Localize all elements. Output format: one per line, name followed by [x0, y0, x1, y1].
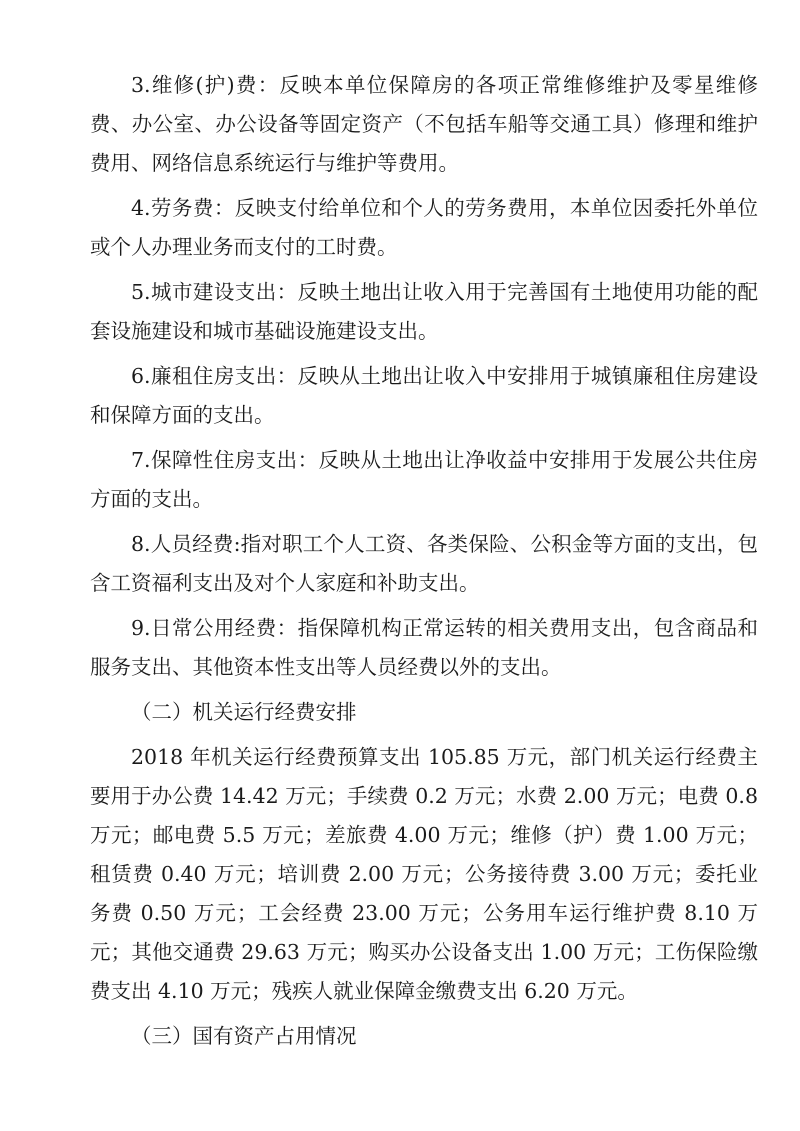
paragraph-urban-construction: 5.城市建设支出：反映土地出让收入用于完善国有土地使用功能的配套设施建设和城市基础设施建设支出。: [90, 280, 758, 343]
paragraph-operating-funds-detail: 2018 年机关运行经费预算支出 105.85 万元，部门机关运行经费主要用于办公费 14.42 万元；手续费 0.2 万元；水费 2.00 万元；电费 0.8 万元；邮电费 5.5 万元；差旅费 4.00 万元；维修（护）费 1.00 万元；租赁费 0.40 万元；培训费 2.00 万元；公务接待费 3.00 万元；委托业务费 0.50 万元；工会经费 23.00 万元；公务用车运行维护费 8.10 万元；其他交通费 29.63 万元；购买办公设备支出 1.00 万元；工伤保险缴费支出 4.10 万元；残疾人就业保障金缴费支出 6.20 万元。: [90, 745, 758, 1003]
paragraph-personnel-expenses: 8.人员经费:指对职工个人工资、各类保险、公积金等方面的支出，包含工资福利支出及对个人家庭和补助支出。: [90, 532, 758, 595]
document-body: [90, 66, 758, 1062]
paragraph-daily-public-expenses: 9.日常公用经费：指保障机构正常运转的相关费用支出，包含商品和服务支出、其他资本性支出等人员经费以外的支出。: [90, 616, 758, 679]
paragraph-affordable-housing: 7.保障性住房支出：反映从土地出让净收益中安排用于发展公共住房方面的支出。: [90, 448, 758, 511]
paragraph-low-rent-housing: 6.廉租住房支出：反映从土地出让收入中安排用于城镇廉租住房建设和保障方面的支出。: [90, 364, 758, 427]
paragraph-maintenance-fee: 3.维修(护)费：反映本单位保障房的各项正常维修维护及零星维修费、办公室、办公设备等固定资产（不包括车船等交通工具）修理和维护费用、网络信息系统运行与维护等费用。: [90, 73, 758, 175]
paragraph-labor-fee: 4.劳务费：反映支付给单位和个人的劳务费用，本单位因委托外单位或个人办理业务而支付的工时费。: [90, 196, 758, 259]
section-heading-state-assets: （三）国有资产占用情况: [131, 1024, 357, 1048]
section-heading-operating-funds: （二）机关运行经费安排: [131, 700, 357, 724]
